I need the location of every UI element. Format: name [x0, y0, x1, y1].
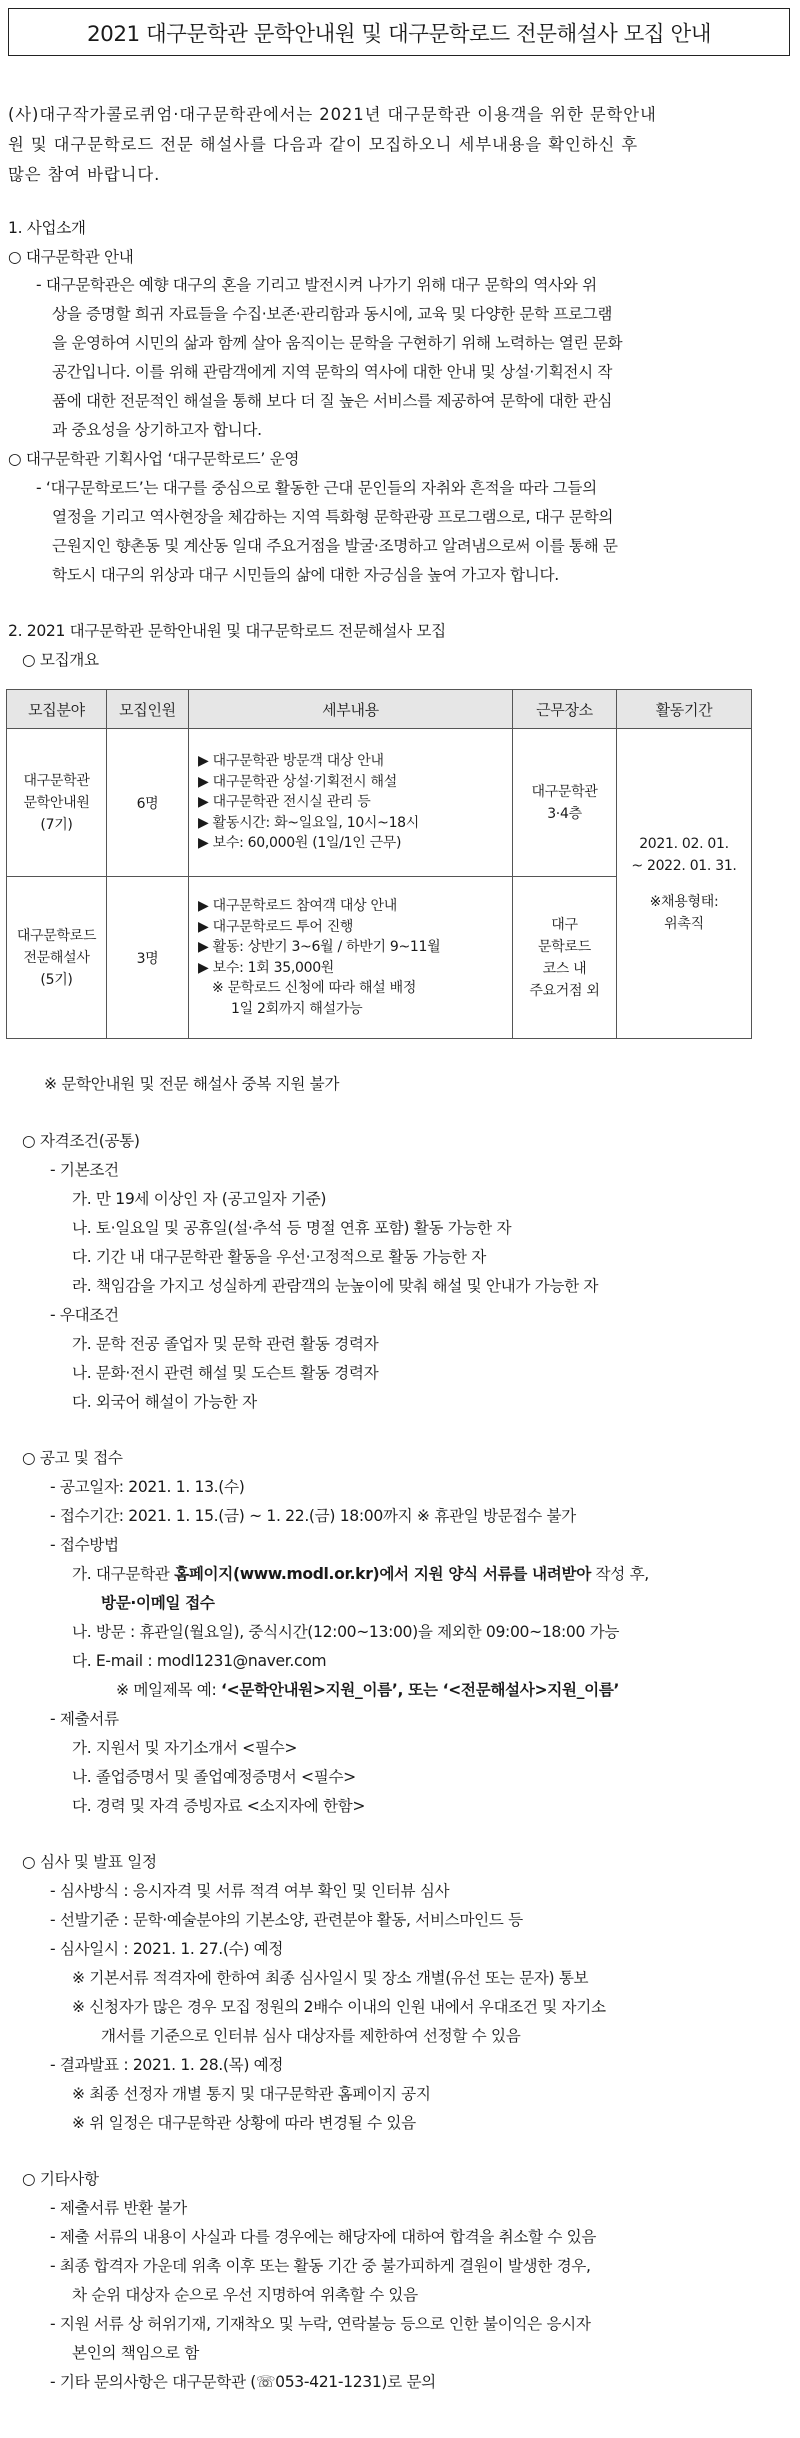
employment-type-label: ※채용형태:	[649, 893, 719, 910]
section1-sub1-body-2: 상을 증명할 희귀 자료들을 수집·보존·관리함과 동시에, 교육 및 다양한 문학 프로그램	[52, 305, 613, 323]
etc-heading: ○ 기타사항	[22, 2170, 99, 2188]
review-heading: ○ 심사 및 발표 일정	[22, 1853, 157, 1871]
detail-item: ▶ 대구문학관 방문객 대상 안내	[198, 753, 384, 770]
section1-sub1-body-5: 품에 대한 전문적인 해설을 통해 보다 더 질 높은 서비스를 제공하여 문학에 대한 관심	[52, 392, 613, 410]
place-line: 3·4층	[547, 805, 582, 822]
intro-line-1: (사)대구작가콜로퀴엄·대구문학관에서는 2021년 대구문학관 이용객을 위한 문학안내	[8, 105, 657, 124]
section1-heading: 1. 사업소개	[8, 219, 86, 237]
table-header-row	[7, 690, 752, 729]
section1-sub2-body-1: - ‘대구문학로드’는 대구를 중심으로 활동한 근대 문인들의 자취와 흔적을 따라 그들의	[36, 479, 597, 497]
detail-item: ▶ 활동: 상반기 3~6월 / 하반기 9~11월	[198, 939, 441, 955]
notice-title: 2021 대구문학관 문학안내원 및 대구문학로드 전문해설사 모집 안내	[86, 21, 712, 47]
review-date: - 심사일시 : 2021. 1. 27.(수) 예정	[50, 1940, 284, 1958]
section1-sub1-heading: ○ 대구문학관 안내	[8, 248, 134, 266]
place-line: 코스 내	[542, 960, 587, 977]
field-line: (5기)	[40, 971, 73, 988]
employment-type-value: 위촉직	[664, 915, 704, 932]
preferred-condition-item: 가. 문학 전공 졸업자 및 문학 관련 활동 경력자	[72, 1335, 379, 1353]
detail-item: ▶ 대구문학관 전시실 관리 등	[198, 794, 371, 811]
result-note: ※ 최종 선정자 개별 통지 및 대구문학관 홈페이지 공지	[72, 2085, 431, 2103]
application-period: - 접수기간: 2021. 1. 15.(금) ~ 1. 22.(금) 18:00까지 ※ 휴관일 방문접수 불가	[50, 1507, 576, 1525]
etc-item: - 지원 서류 상 허위기재, 기재착오 및 누락, 연락불능 등으로 인한 불이익은 응시자	[50, 2315, 591, 2333]
place-line: 대구	[551, 916, 578, 933]
detail-item: ▶ 활동시간: 화~일요일, 10시~18시	[198, 814, 420, 831]
detail-item: ▶ 보수: 1회 35,000원	[198, 959, 335, 976]
notice-title-box	[8, 8, 790, 56]
intro-line-3: 많은 참여 바랍니다.	[8, 165, 161, 184]
section1-sub1-body-3: 을 운영하여 시민의 삶과 함께 살아 움직이는 문학을 구현하기 위해 노력하는 열린 문화	[52, 334, 623, 352]
document-item: 다. 경력 및 자격 증빙자료 <소지자에 한함>	[72, 1797, 366, 1815]
field-line: 문학안내원	[23, 794, 90, 811]
place-line: 주요거점 외	[529, 982, 600, 999]
result-note: ※ 위 일정은 대구문학관 상황에 따라 변경될 수 있음	[72, 2114, 416, 2132]
intro-line-2: 원 및 대구문학로드 전문 해설사를 다음과 같이 모집하오니 세부내용을 확인하신 후	[8, 135, 639, 154]
field-cell	[7, 729, 107, 877]
application-method-homepage	[72, 1562, 649, 1584]
count-cell: 6명	[107, 729, 189, 877]
notice-date: - 공고일자: 2021. 1. 13.(수)	[50, 1478, 245, 1496]
mail-subject-prefix: ※ 메일제목 예:	[116, 1681, 222, 1699]
application-method-visit: 나. 방문 : 휴관일(월요일), 중식시간(12:00~13:00)을 제외한 09:00~18:00 가능	[72, 1623, 620, 1641]
detail-item: ▶ 대구문학로드 투어 진행	[198, 918, 354, 935]
detail-note: 1일 2회까지 해설가능	[231, 1000, 363, 1017]
section1-sub2-body-3: 근원지인 향촌동 및 계산동 일대 주요거점을 발굴·조명하고 알려냄으로써 이를 통해 문	[52, 537, 618, 555]
review-note: ※ 기본서류 적격자에 한하여 최종 심사일시 및 장소 개별(유선 또는 문자) 통보	[72, 1969, 589, 1987]
place-line: 문학로드	[538, 938, 591, 955]
section1-sub2-body-2: 열정을 기리고 역사현장을 체감하는 지역 특화형 문학관광 프로그램으로, 대구 문학의	[52, 508, 614, 526]
table-header-details: 세부내용	[189, 690, 513, 729]
place-cell	[513, 729, 617, 877]
field-line: 대구문학로드	[16, 927, 97, 944]
recruitment-overview-table	[6, 689, 752, 1039]
section1-sub1-body-1: - 대구문학관은 예향 대구의 혼을 기리고 발전시켜 나가기 위해 대구 문학의 역사와 위	[36, 276, 597, 294]
basic-condition-item: 나. 토·일요일 및 공휴일(설·추석 등 명절 연휴 포함) 활동 가능한 자	[72, 1219, 512, 1237]
table-header-place: 근무장소	[513, 690, 617, 729]
method-a-suffix: 작성 후,	[590, 1565, 649, 1583]
table-header-field: 모집분야	[7, 690, 107, 729]
basic-condition-item: 가. 만 19세 이상인 자 (공고일자 기준)	[72, 1190, 327, 1208]
field-line: (7기)	[40, 816, 73, 833]
preferred-condition-heading: - 우대조건	[50, 1306, 119, 1324]
details-cell	[189, 877, 513, 1039]
documents-heading: - 제출서류	[50, 1710, 119, 1728]
section1-sub2-heading: ○ 대구문학관 기획사업 ‘대구문학로드’ 운영	[8, 450, 300, 468]
method-a-prefix: 가. 대구문학관	[72, 1565, 175, 1583]
preferred-condition-item: 나. 문화·전시 관련 해설 및 도슨트 활동 경력자	[72, 1364, 379, 1382]
etc-item-continued: 본인의 책임으로 함	[72, 2344, 199, 2362]
review-note-continued: 개서를 기준으로 인터뷰 심사 대상자를 제한하여 선정할 수 있음	[101, 2027, 521, 2045]
field-line: 대구문학관	[23, 772, 90, 789]
field-line: 전문해설사	[23, 949, 90, 966]
etc-item-continued: 차 순위 대상자 순으로 우선 지명하여 위촉할 수 있음	[72, 2286, 418, 2304]
document-item: 나. 졸업증명서 및 졸업예정증명서 <필수>	[72, 1768, 356, 1786]
detail-note: ※ 문학로드 신청에 따라 해설 배정	[212, 980, 417, 996]
basic-condition-item: 라. 책임감을 가지고 성실하게 관람객의 눈높이에 맞춰 해설 및 안내가 가능한 자	[72, 1277, 599, 1295]
table-header-period: 활동기간	[617, 690, 752, 729]
period-start: 2021. 02. 01.	[639, 835, 729, 852]
mail-subject-format: ‘<문학안내원>지원_이름’, 또는 ‘<전문해설사>지원_이름’	[221, 1681, 620, 1699]
basic-condition-item: 다. 기간 내 대구문학관 활동을 우선·고정적으로 활동 가능한 자	[72, 1248, 486, 1266]
field-cell	[7, 877, 107, 1039]
section2-heading: 2. 2021 대구문학관 문학안내원 및 대구문학로드 전문해설사 모집	[8, 622, 446, 640]
section1-sub2-body-4: 학도시 대구의 위상과 대구 시민들의 삶에 대한 자긍심을 높여 가고자 합니다.	[52, 566, 559, 584]
result-announcement: - 결과발표 : 2021. 1. 28.(목) 예정	[50, 2056, 284, 2074]
detail-item: ▶ 보수: 60,000원 (1일/1인 근무)	[198, 835, 402, 852]
basic-condition-heading: - 기본조건	[50, 1161, 119, 1179]
detail-item: ▶ 대구문학관 상설·기획전시 해설	[198, 773, 397, 790]
detail-item: ▶ 대구문학로드 참여객 대상 안내	[198, 898, 397, 914]
place-cell	[513, 877, 617, 1039]
preferred-condition-item: 다. 외국어 해설이 가능한 자	[72, 1393, 257, 1411]
qualification-heading: ○ 자격조건(공통)	[22, 1132, 140, 1150]
mail-subject-example	[116, 1678, 619, 1700]
details-cell	[189, 729, 513, 877]
table-header-count: 모집인원	[107, 690, 189, 729]
etc-item: - 제출서류 반환 불가	[50, 2199, 187, 2217]
application-method-heading: - 접수방법	[50, 1536, 119, 1554]
method-a-line-2: 방문·이메일 접수	[101, 1594, 215, 1612]
review-note: ※ 신청자가 많은 경우 모집 정원의 2배수 이내의 인원 내에서 우대조건 및 자기소	[72, 1998, 606, 2016]
etc-item: - 최종 합격자 가운데 위촉 이후 또는 활동 기간 중 불가피하게 결원이 발생한 경우,	[50, 2257, 591, 2275]
table-row	[7, 729, 752, 877]
period-end: ~ 2022. 01. 31.	[631, 857, 737, 874]
application-heading: ○ 공고 및 접수	[22, 1449, 123, 1467]
application-method-email: 다. E-mail : modl1231@naver.com	[72, 1652, 327, 1670]
duplicate-application-note: ※ 문학안내원 및 전문 해설사 중복 지원 불가	[44, 1075, 340, 1093]
section2-sub-heading: ○ 모집개요	[22, 651, 99, 669]
contact-info: - 기타 문의사항은 대구문학관 (☏053-421-1231)로 문의	[50, 2373, 436, 2391]
section1-sub1-body-4: 공간입니다. 이를 위해 관람객에게 지역 문학의 역사에 대한 안내 및 상설·기획전시 작	[52, 363, 613, 381]
period-cell	[617, 729, 752, 1039]
review-method: - 심사방식 : 응시자격 및 서류 적격 여부 확인 및 인터뷰 심사	[50, 1882, 450, 1900]
section1-sub1-body-6: 과 중요성을 상기하고자 합니다.	[52, 421, 262, 439]
selection-criteria: - 선발기준 : 문학·예술분야의 기본소양, 관련분야 활동, 서비스마인드 등	[50, 1911, 523, 1929]
place-line: 대구문학관	[531, 783, 598, 800]
method-a-bold: 홈페이지(www.modl.or.kr)에서 지원 양식 서류를 내려받아	[174, 1565, 591, 1583]
etc-item: - 제출 서류의 내용이 사실과 다를 경우에는 해당자에 대하여 합격을 취소할 수 있음	[50, 2228, 597, 2246]
document-item: 가. 지원서 및 자기소개서 <필수>	[72, 1739, 298, 1757]
count-cell: 3명	[107, 877, 189, 1039]
